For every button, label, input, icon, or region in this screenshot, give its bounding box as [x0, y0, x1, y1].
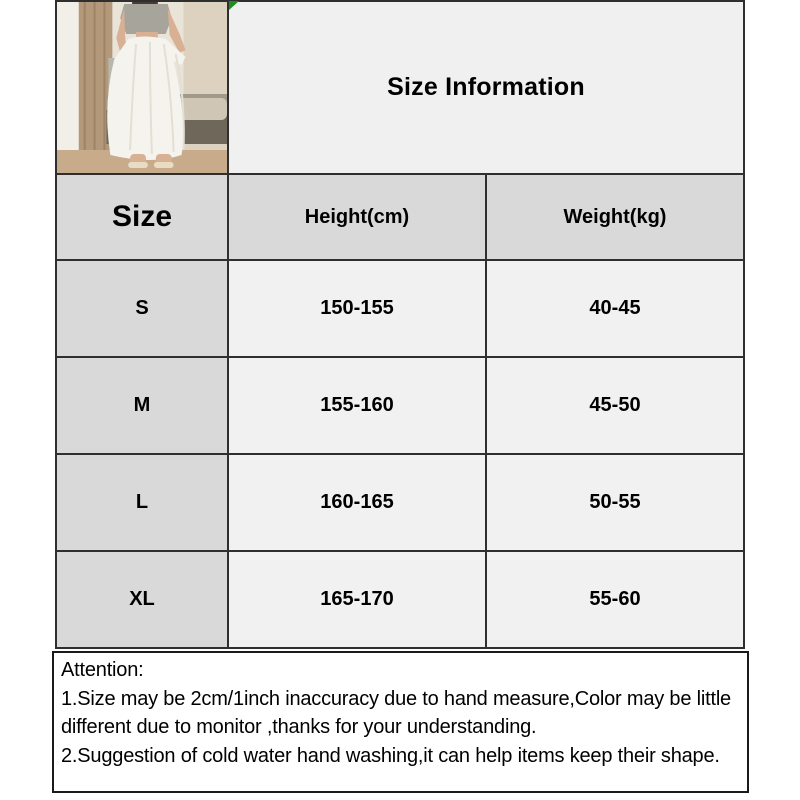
- table-row-xl: [56, 551, 744, 648]
- height-value: 165-170: [228, 551, 486, 648]
- column-header-weight: Weight(kg): [486, 174, 744, 260]
- size-information-title: Size Information: [228, 1, 744, 174]
- size-label: L: [56, 454, 228, 551]
- weight-value: 50-55: [486, 454, 744, 551]
- size-information-table: [55, 0, 745, 649]
- table-row-s: [56, 260, 744, 357]
- attention-note: [52, 651, 749, 793]
- weight-value: 40-45: [486, 260, 744, 357]
- attention-title: Attention:: [61, 659, 144, 681]
- size-label: S: [56, 260, 228, 357]
- photo-banner-row: [56, 1, 744, 174]
- attention-note-1: 1.Size may be 2cm/1inch inaccuracy due to hand measure,Color may be little different due to monitor ,thanks for your understanding.: [61, 687, 731, 738]
- weight-value: 45-50: [486, 357, 744, 454]
- size-label: XL: [56, 551, 228, 648]
- attention-note-2: 2.Suggestion of cold water hand washing,it can help items keep their shape.: [61, 744, 720, 767]
- height-value: 160-165: [228, 454, 486, 551]
- column-header-height: Height(cm): [228, 174, 486, 260]
- table-row-m: [56, 357, 744, 454]
- table-header-row: [56, 174, 744, 260]
- column-header-size: Size: [56, 174, 228, 260]
- crop-top: [120, 4, 171, 34]
- height-value: 155-160: [228, 357, 486, 454]
- product-photo: [57, 2, 227, 173]
- product-photo-cell: [56, 1, 228, 174]
- size-label: M: [56, 357, 228, 454]
- height-value: 150-155: [228, 260, 486, 357]
- table-row-l: [56, 454, 744, 551]
- weight-value: 55-60: [486, 551, 744, 648]
